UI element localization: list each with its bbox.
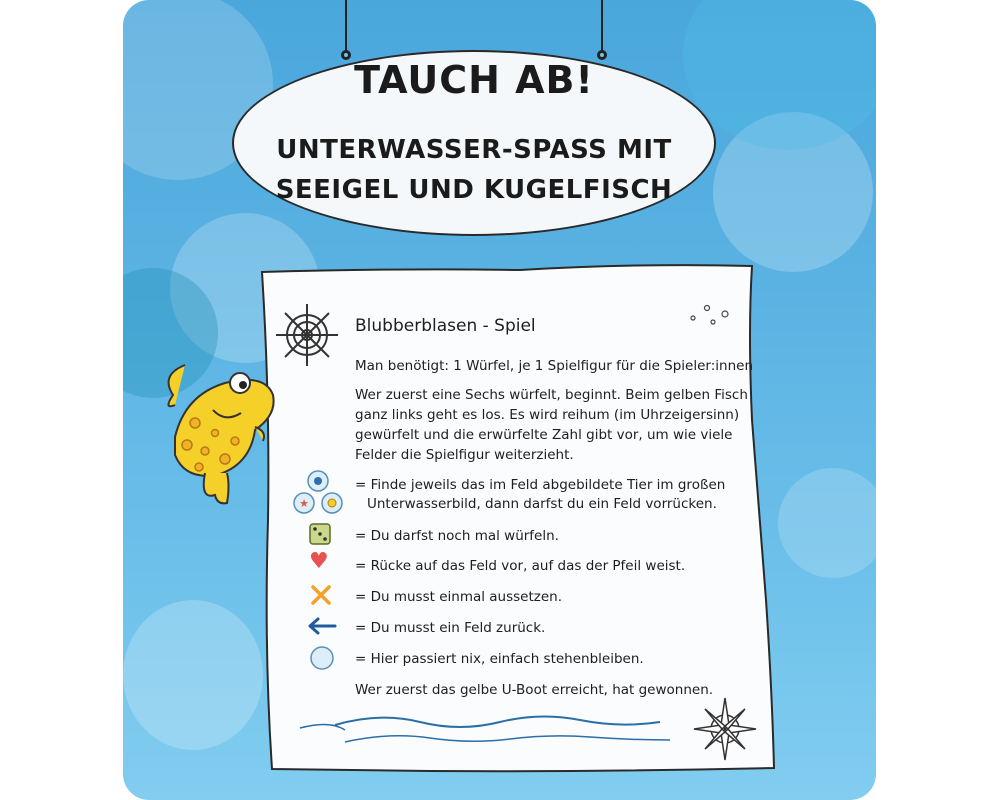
arrow-left-icon <box>305 616 337 636</box>
svg-text:★: ★ <box>299 497 309 510</box>
rules-intro-line: Wer zuerst eine Sechs würfelt, beginnt. Beim gelben Fisch <box>355 387 748 403</box>
dice-icon <box>308 522 332 546</box>
legend-text: = Finde jeweils das im Feld abgebildete Tier im großen <box>355 477 726 493</box>
subtitle-line: SEEIGEL UND KUGELFISCH <box>275 175 673 205</box>
rules-intro-line: Felder die Spielfigur weiterzieht. <box>355 447 574 463</box>
legend-text: = Du musst ein Feld zurück. <box>355 620 546 636</box>
heart-icon: ♥ <box>309 549 329 574</box>
page-title: TAUCH AB! <box>354 58 594 102</box>
legend-text: Unterwasserbild, dann darfst du ein Feld vorrücken. <box>367 496 717 512</box>
cross-icon <box>309 583 333 607</box>
bubble-icon <box>309 645 335 671</box>
rules-heading: Blubberblasen - Spiel <box>355 316 536 336</box>
legend-text: = Rücke auf das Feld vor, auf das der Pfeil weist. <box>355 558 686 574</box>
subtitle-line: UNTERWASSER-SPASS MIT <box>276 135 672 165</box>
rules-outro: Wer zuerst das gelbe U-Boot erreicht, hat gewonnen. <box>355 682 714 698</box>
legend-text: = Hier passiert nix, einfach stehenbleiben. <box>355 651 644 667</box>
animal-bubbles-icon <box>292 470 344 516</box>
rules-intro-line: ganz links geht es los. Es wird reihum (im Uhrzeigersinn) <box>355 407 740 423</box>
rules-intro-line: gewürfelt und die erwürfelte Zahl gibt vor, um wie viele <box>355 427 733 443</box>
rules-requirements: Man benötigt: 1 Würfel, je 1 Spielfigur für die Spieler:innen <box>355 358 753 374</box>
legend-text: = Du darfst noch mal würfeln. <box>355 528 559 544</box>
legend-text: = Du musst einmal aussetzen. <box>355 589 563 605</box>
